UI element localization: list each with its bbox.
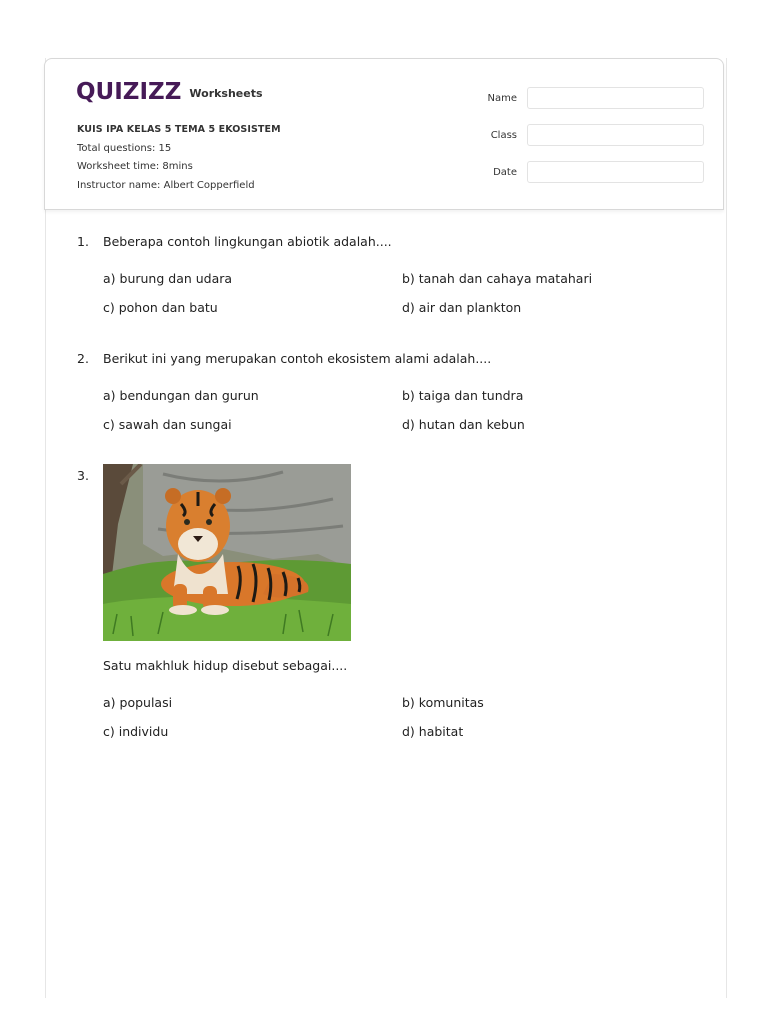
quiz-title: KUIS IPA KELAS 5 TEMA 5 EKOSISTEM <box>77 124 281 135</box>
option-b[interactable]: b) tanah dan cahaya matahari <box>402 271 593 286</box>
date-field-row <box>475 161 704 183</box>
option-a[interactable]: a) bendungan dan gurun <box>103 388 259 403</box>
question-number: 2. <box>77 351 89 366</box>
tiger-illustration <box>103 464 351 641</box>
class-field-row <box>475 124 704 146</box>
student-fields <box>475 87 704 198</box>
class-label: Class <box>490 129 517 141</box>
question-number: 1. <box>77 234 89 249</box>
option-c[interactable]: c) pohon dan batu <box>103 300 218 315</box>
worksheet-time: Worksheet time: 8mins <box>77 161 193 172</box>
quizizz-logo: QUIZIZZ <box>76 79 182 105</box>
option-a[interactable]: a) populasi <box>103 695 173 710</box>
total-questions: Total questions: 15 <box>77 142 172 154</box>
question-text: Satu makhluk hidup disebut sebagai.... <box>103 658 348 673</box>
option-a[interactable]: a) burung dan udara <box>103 271 233 286</box>
question-number: 3. <box>77 468 89 483</box>
logo-row <box>76 79 263 105</box>
instructor-name: Instructor name: Albert Copperfield <box>77 179 255 191</box>
date-field[interactable] <box>527 161 704 183</box>
question-text: Berikut ini yang merupakan contoh ekosistem alami adalah.... <box>103 351 492 366</box>
name-field[interactable] <box>527 87 704 109</box>
tiger-image <box>103 464 351 641</box>
option-d[interactable]: d) hutan dan kebun <box>402 417 525 432</box>
option-d[interactable]: d) habitat <box>402 724 464 739</box>
name-label: Name <box>487 92 517 104</box>
option-d[interactable]: d) air dan plankton <box>402 300 522 315</box>
date-label: Date <box>493 166 517 178</box>
class-field[interactable] <box>527 124 704 146</box>
option-b[interactable]: b) komunitas <box>402 695 484 710</box>
option-c[interactable]: c) individu <box>103 724 169 739</box>
logo-subtitle: Worksheets <box>189 86 263 100</box>
quiz-meta <box>77 121 281 195</box>
option-c[interactable]: c) sawah dan sungai <box>103 417 232 432</box>
question-text: Beberapa contoh lingkungan abiotik adalah.... <box>103 234 392 249</box>
worksheet-header <box>44 58 724 210</box>
name-field-row <box>475 87 704 109</box>
option-b[interactable]: b) taiga dan tundra <box>402 388 524 403</box>
